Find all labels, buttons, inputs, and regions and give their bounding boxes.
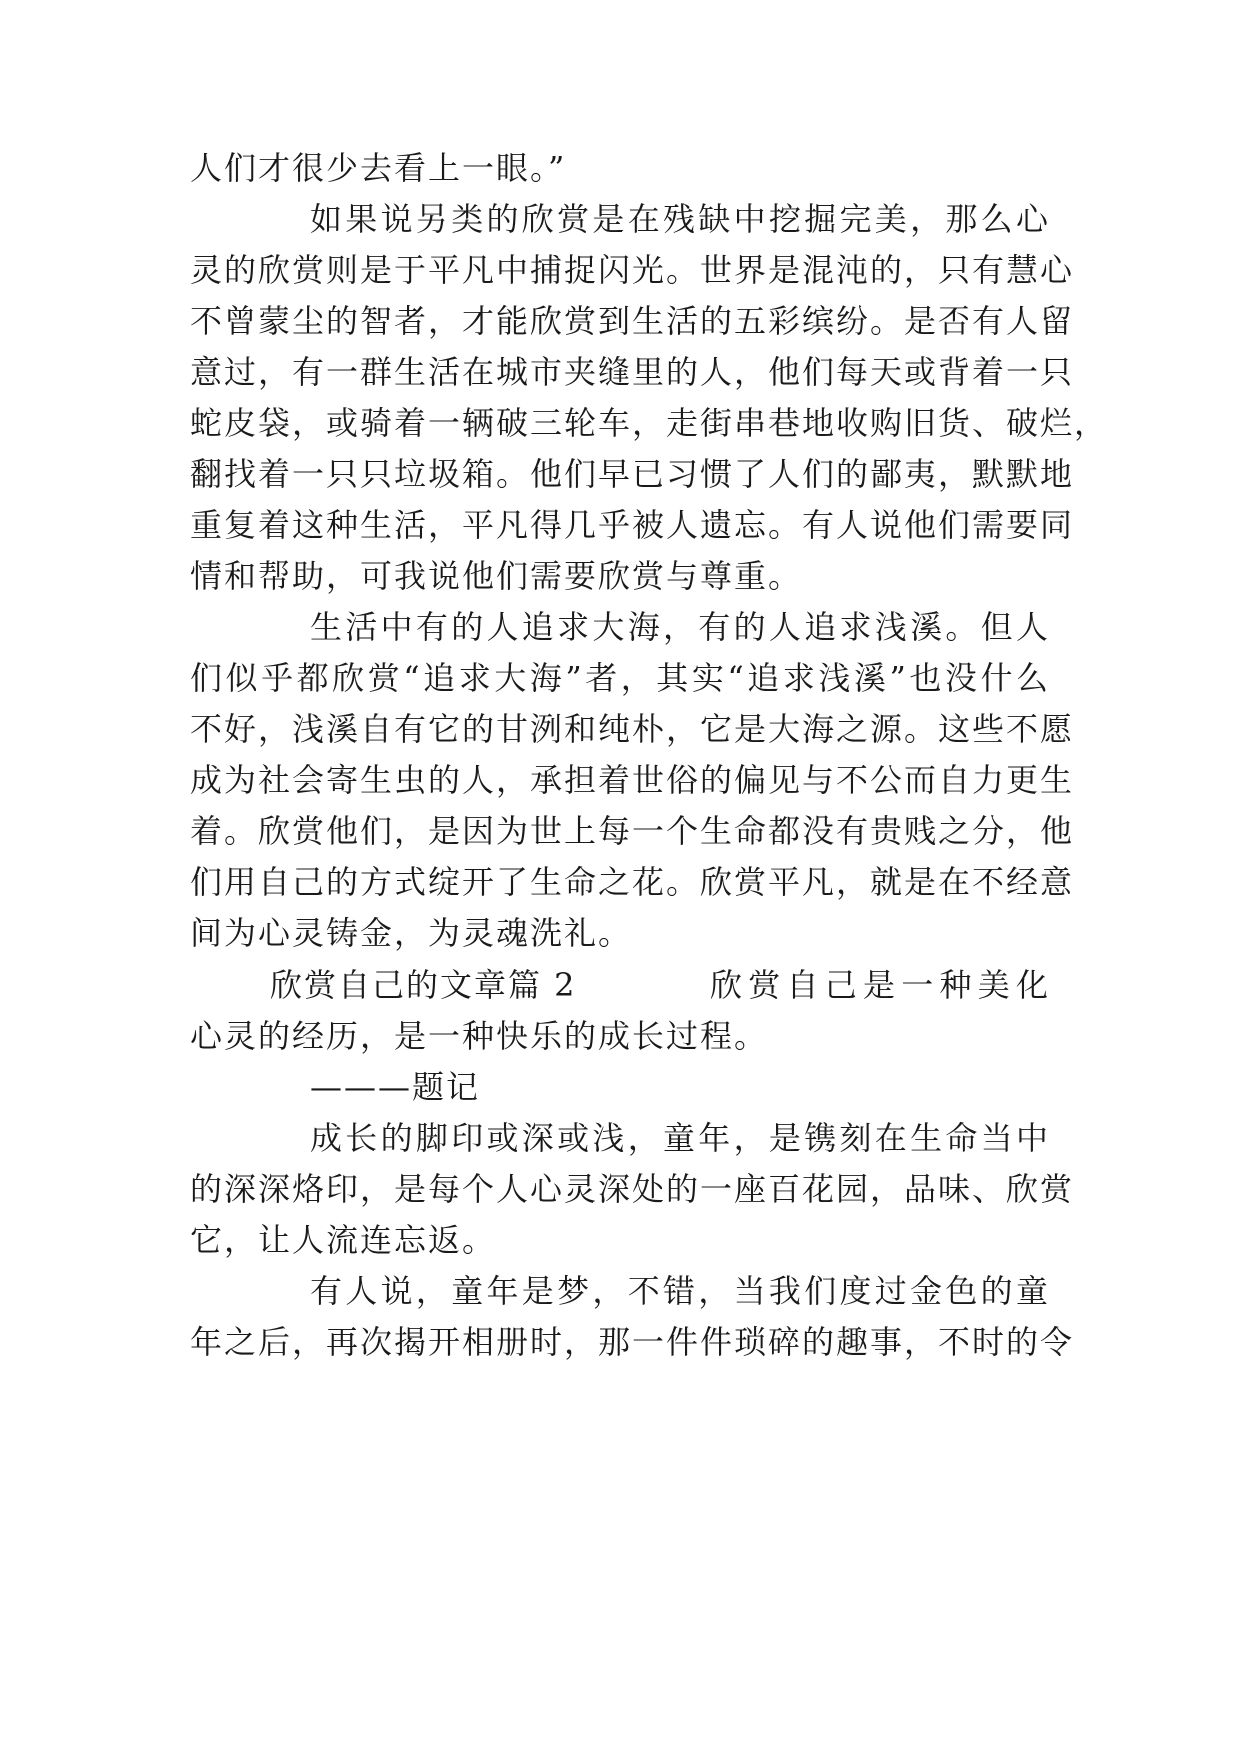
paragraph-first-line: 成长的脚印或深或浅，童年，是镌刻在生命当中 <box>310 1119 1050 1157</box>
text-line: 不曾蒙尘的智者，才能欣赏到生活的五彩缤纷。是否有人留 <box>190 302 1075 340</box>
text-line: 它，让人流连忘返。 <box>190 1221 497 1259</box>
text-line: 翻找着一只只垃圾箱。他们早已习惯了人们的鄙夷，默默地 <box>190 455 1075 493</box>
text-line: 着。欣赏他们，是因为世上每一个生命都没有贵贱之分，他 <box>190 812 1075 850</box>
text-line: 的深深烙印，是每个人心灵深处的一座百花园，品味、欣赏 <box>190 1170 1075 1208</box>
text-line: 们用自己的方式绽开了生命之花。欣赏平凡，就是在不经意 <box>190 863 1075 901</box>
text-line: 不好，浅溪自有它的甘洌和纯朴，它是大海之源。这些不愿 <box>190 710 1075 748</box>
epigraph-note: ———题记 <box>310 1068 481 1106</box>
text-line: 人们才很少去看上一眼。” <box>190 149 567 187</box>
paragraph-first-line: 如果说另类的欣赏是在残缺中挖掘完美，那么心 <box>310 200 1050 238</box>
article-heading: 欣赏自己的文章篇 2 <box>270 966 577 1004</box>
text-line: 蛇皮袋，或骑着一辆破三轮车，走街串巷地收购旧货、破烂， <box>190 404 1109 442</box>
text-line: 情和帮助，可我说他们需要欣赏与尊重。 <box>190 557 803 595</box>
paragraph-first-line: 有人说，童年是梦，不错，当我们度过金色的童 <box>310 1272 1050 1310</box>
text-line: 间为心灵铸金，为灵魂洗礼。 <box>190 914 633 952</box>
text-line: 灵的欣赏则是于平凡中捕捉闪光。世界是混沌的，只有慧心 <box>190 251 1075 289</box>
text-line: 年之后，再次揭开相册时，那一件件琐碎的趣事，不时的令 <box>190 1323 1075 1361</box>
paragraph-first-line: 生活中有的人追求大海，有的人追求浅溪。但人 <box>310 608 1050 646</box>
heading-continuation: 欣赏自己是一种美化 <box>710 966 1050 1004</box>
text-line: 意过，有一群生活在城市夹缝里的人，他们每天或背着一只 <box>190 353 1075 391</box>
text-line: 们似乎都欣赏“追求大海”者，其实“追求浅溪”也没什么 <box>190 659 1050 697</box>
text-line: 心灵的经历，是一种快乐的成长过程。 <box>190 1017 769 1055</box>
text-line: 重复着这种生活，平凡得几乎被人遗忘。有人说他们需要同 <box>190 506 1075 544</box>
text-line: 成为社会寄生虫的人，承担着世俗的偏见与不公而自力更生 <box>190 761 1075 799</box>
